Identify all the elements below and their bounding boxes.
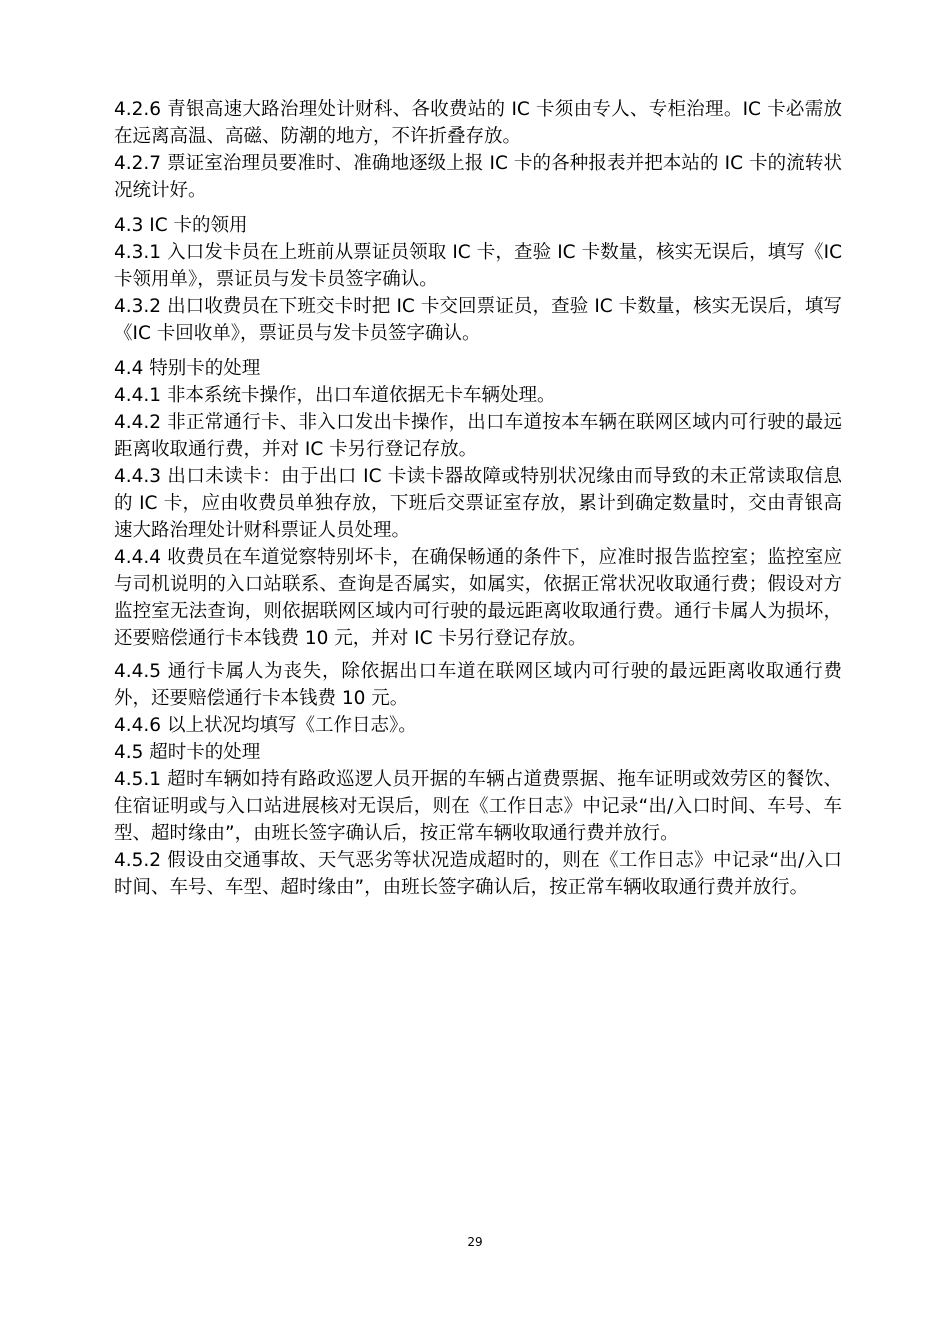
paragraph-4-3-2: 4.3.2 出口收费员在下班交卡时把 IC 卡交回票证员，查验 IC 卡数量，核实无误后，填写《IC 卡回收单》，票证员与发卡员签字确认。 — [114, 296, 842, 344]
paragraph-4-4-2: 4.4.2 非正常通行卡、非入口发出卡操作，出口车道按本车辆在联网区域内可行驶的最远距离收取通行费，并对 IC 卡另行登记存放。 — [114, 412, 842, 460]
paragraph-4-3-1: 4.3.1 入口发卡员在上班前从票证员领取 IC 卡，查验 IC 卡数量，核实无误后，填写《IC 卡领用单》，票证员与发卡员签字确认。 — [114, 242, 842, 290]
paragraph-4-5-2: 4.5.2 假设由交通事故、天气恶劣等状况造成超时的，则在《工作日志》中记录“出/入口时间、车号、车型、超时缘由”，由班长签字确认后，按正常车辆收取通行费并放行。 — [114, 850, 842, 898]
page-number: 29 — [467, 1235, 483, 1249]
paragraph-4-2-6: 4.2.6 青银高速大路治理处计财科、各收费站的 IC 卡须由专人、专柜治理。IC 卡必需放在远离高温、高磁、防潮的地方，不许折叠存放。 — [114, 99, 842, 147]
paragraph-4-2-7: 4.2.7 票证室治理员要准时、准确地逐级上报 IC 卡的各种报表并把本站的 IC 卡的流转状况统计好。 — [114, 153, 842, 201]
paragraph-4-4-4: 4.4.4 收费员在车道觉察特别坏卡，在确保畅通的条件下，应准时报告监控室；监控室应与司机说明的入口站联系、查询是否属实，如属实，依据正常状况收取通行费；假设对方监控室无法查询，则依据联网区域内可行驶的最远距离收取通行费。通行卡属人为损坏，还要赔偿通行卡本钱费 10 元，并对 IC 卡另行登记存放。 — [114, 547, 842, 649]
paragraph-4-5-1: 4.5.1 超时车辆如持有路政巡逻人员开据的车辆占道费票据、拖车证明或效劳区的餐饮、住宿证明或与入口站进展核对无误后，则在《工作日志》中记录“出/入口时间、车号、车型、超时缘由”，由班长签字确认后，按正常车辆收取通行费并放行。 — [114, 769, 842, 844]
paragraph-4-4-5: 4.4.5 通行卡属人为丧失，除依据出口车道在联网区域内可行驶的最远距离收取通行费外，还要赔偿通行卡本钱费 10 元。 — [114, 661, 842, 709]
paragraph-4-4-3: 4.4.3 出口未读卡：由于出口 IC 卡读卡器故障或特别状况缘由而导致的未正常读取信息的 IC 卡，应由收费员单独存放，下班后交票证室存放，累计到确定数量时，交由青银高速大路治理处计财科票证人员处理。 — [114, 466, 842, 541]
section-heading-4-5: 4.5 超时卡的处理 — [114, 742, 261, 763]
section-heading-4-3: 4.3 IC 卡的领用 — [114, 215, 248, 236]
section-heading-4-4: 4.4 特别卡的处理 — [114, 358, 261, 379]
paragraph-4-4-6: 4.4.6 以上状况均填写《工作日志》。 — [114, 715, 417, 736]
paragraph-4-4-1: 4.4.1 非本系统卡操作，出口车道依据无卡车辆处理。 — [114, 385, 556, 406]
document-body — [114, 96, 842, 901]
